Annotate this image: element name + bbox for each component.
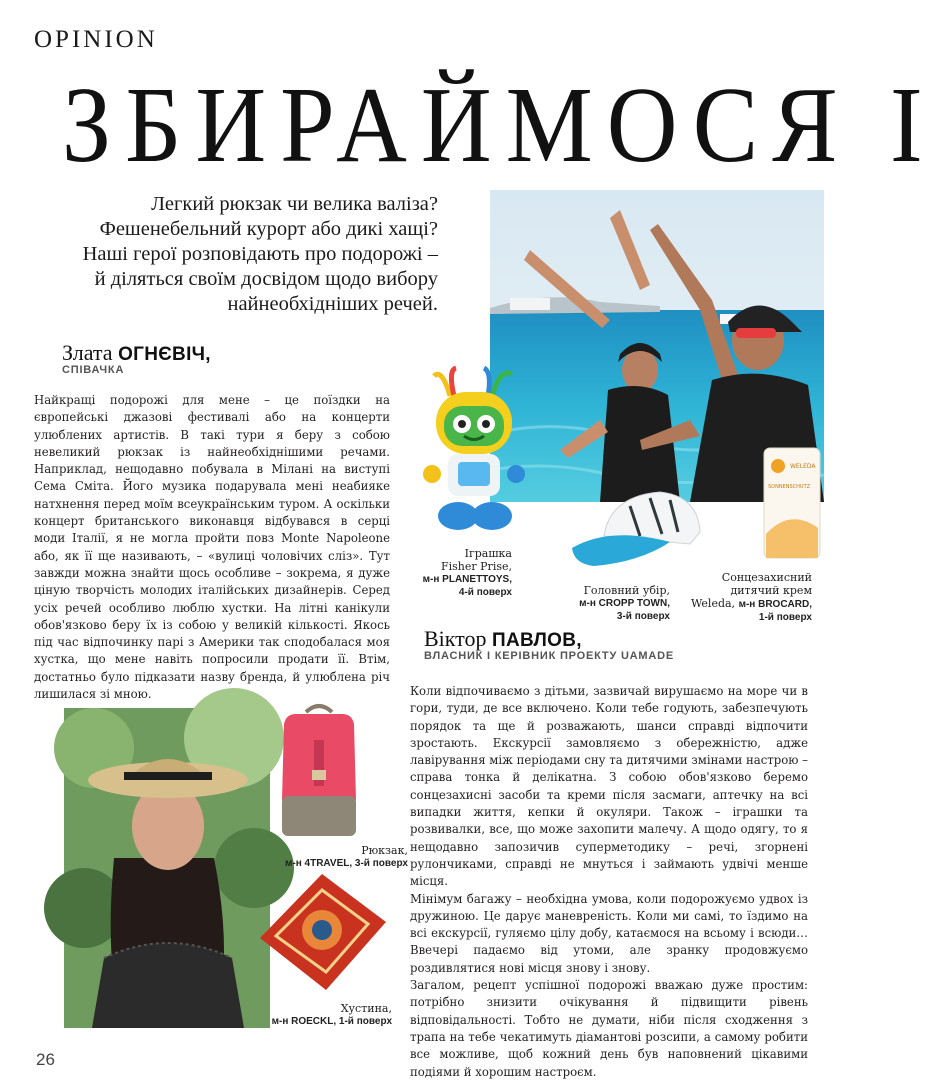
person-name [424,626,582,652]
lead-line: Легкий рюкзак чи велика валіза? [151,193,438,215]
cream-label-text: SONNENSCHUTZ [768,484,811,490]
page-number: 26 [36,1050,55,1069]
cap-image [570,486,702,572]
caption-line: Головний убір, [583,584,670,597]
caption-store: м-н ROECKL, 1-й поверх [271,1016,392,1027]
caption-cap [540,584,670,623]
caption-store: 1-й поверх [758,612,812,623]
caption-store: 4-й поверх [458,587,512,598]
lead-line: Наші герої розповідають про подорожі – [82,243,438,265]
caption-line: Іграшка [464,547,512,560]
lead-line: й діляться своїм досвідом щодо вибору [94,268,438,290]
toy-robot-image [422,366,526,536]
paragraph: Коли відпочиваємо з дітьми, зазвичай вирушаємо на море чи в гори, туди, де все включено. Коли тебе годують, забезпечують порядок та ще й розважають, шанси справді відпочити зростають. Екскурсії замовляємо з обережністю, адже лавірування між періодами сну та дитячими змінами настрою – справа тонка й делікатна. З собою обов'язково беремо сонцезахисні засоби та креми після засмаги, аптечку на всі випадки життя, кепки й окуляри. Також – іграшки та розвивалки, все, що може захопити малечу. А щодо одягу, то я нещодавно запозичив суперметодику – речі, згорнені рулончиками, справді не мнуться і займають удвічі менше місця. [410,684,808,889]
section-label: OPINION [34,26,158,53]
caption-line: Рюкзак, [361,844,408,857]
portrait-photo [64,708,270,1028]
caption-line: Хустина, [340,1002,392,1015]
caption-cream [676,571,812,624]
last-name: ОГНЄВІЧ, [118,344,211,365]
first-name: Злата [62,340,119,365]
lead-line: найнеобхідніших речей. [227,293,438,315]
article-lead [78,192,438,317]
caption-product: Weleda, [691,597,739,610]
person-name [62,340,211,366]
caption-line: дитячий крем [730,584,812,597]
caption-scarf [256,1002,392,1028]
scarf-image [256,872,388,992]
article-title: ЗБИРАЙМОСЯ І [62,66,937,186]
lead-line: Фешенебельний курорт або дикі хащі? [99,218,438,240]
caption-toy [372,547,512,599]
caption-store: м-н 4TRAVEL, 3-й поверх [284,858,408,869]
caption-backpack [256,844,408,870]
caption-store: 3-й поверх [616,611,670,622]
person-role: СПІВАЧКА [62,364,125,376]
paragraph: Мінімум багажу – необхідна умова, коли подорожуємо удвох із дружиною. Це дарує маневреність. Коли ми самі, то їздимо на всі екскурсії, гуляємо цілу добу, катаємося на всьому і всюди… Ввечері падаємо від утоми, але зранку продовжуємо роздивлятися нові місця знову і знову. [410,891,808,975]
caption-store: м-н PLANETTOYS, [422,574,512,585]
backpack-image [276,700,362,840]
last-name: ПАВЛОВ, [492,630,582,651]
caption-line: Сонцезахисний [721,571,812,584]
person-role: ВЛАСНИК І КЕРІВНИК ПРОЕКТУ UAMADE [424,650,675,662]
article-text [410,683,808,1081]
paragraph: Загалом, рецепт успішної подорожі вважаю дуже простим: потрібно знизити очікування й підвищити рівень відповідальності. Тобто не думати, ніби після сходження з трапа на тебе чекатимуть діамантові розсипи, а самому робити все можливе, щоб кожний день був наповнений цікавими подіями й хорошим настроєм. [410,978,808,1079]
caption-store: м-н BROCARD, [738,599,812,610]
cream-brand-text: WELEDA [790,463,816,470]
paragraph: Найкращі подорожі для мене – це поїздки на європейські джазові фестивалі або на концерти улюблених артистів. В такі тури я беру з собою невеликий рюкзак із найнеобхіднішими речами. Наприклад, нещодавно побувала в Мілані на виступі Сема Сміта. Його музика подарувала мені неабияке натхнення перед моїм всеукраїнським туром. А оскільки концерт британського виконавця відбувався в серці моди Італії, я не могла пройти повз Monte Napoleone або, як її ще називають, – «вулиці чоловічих сліз». Тут завжди можна знайти щось особливе – зокрема, я дуже ціную творчість молодих італійських дизайнерів. Серед усіх речей особливо люблю хустки. На літні канікули обов'язково беру їх із собою у великій кількості. Якось під час відпочинку парі з Америки так сподобалася моя хустка, що мене навіть попросили продати її. Втім, достатньо було підказати назву бренда, й улюблена річ лишилася зі мною. [34,393,390,702]
sunscreen-image [760,438,824,568]
article-text [34,392,390,703]
caption-line [676,597,812,611]
caption-line: Fisher Prise, [441,560,512,573]
caption-store: м-н CROPP TOWN, [579,598,670,609]
first-name: Віктор [424,626,493,651]
